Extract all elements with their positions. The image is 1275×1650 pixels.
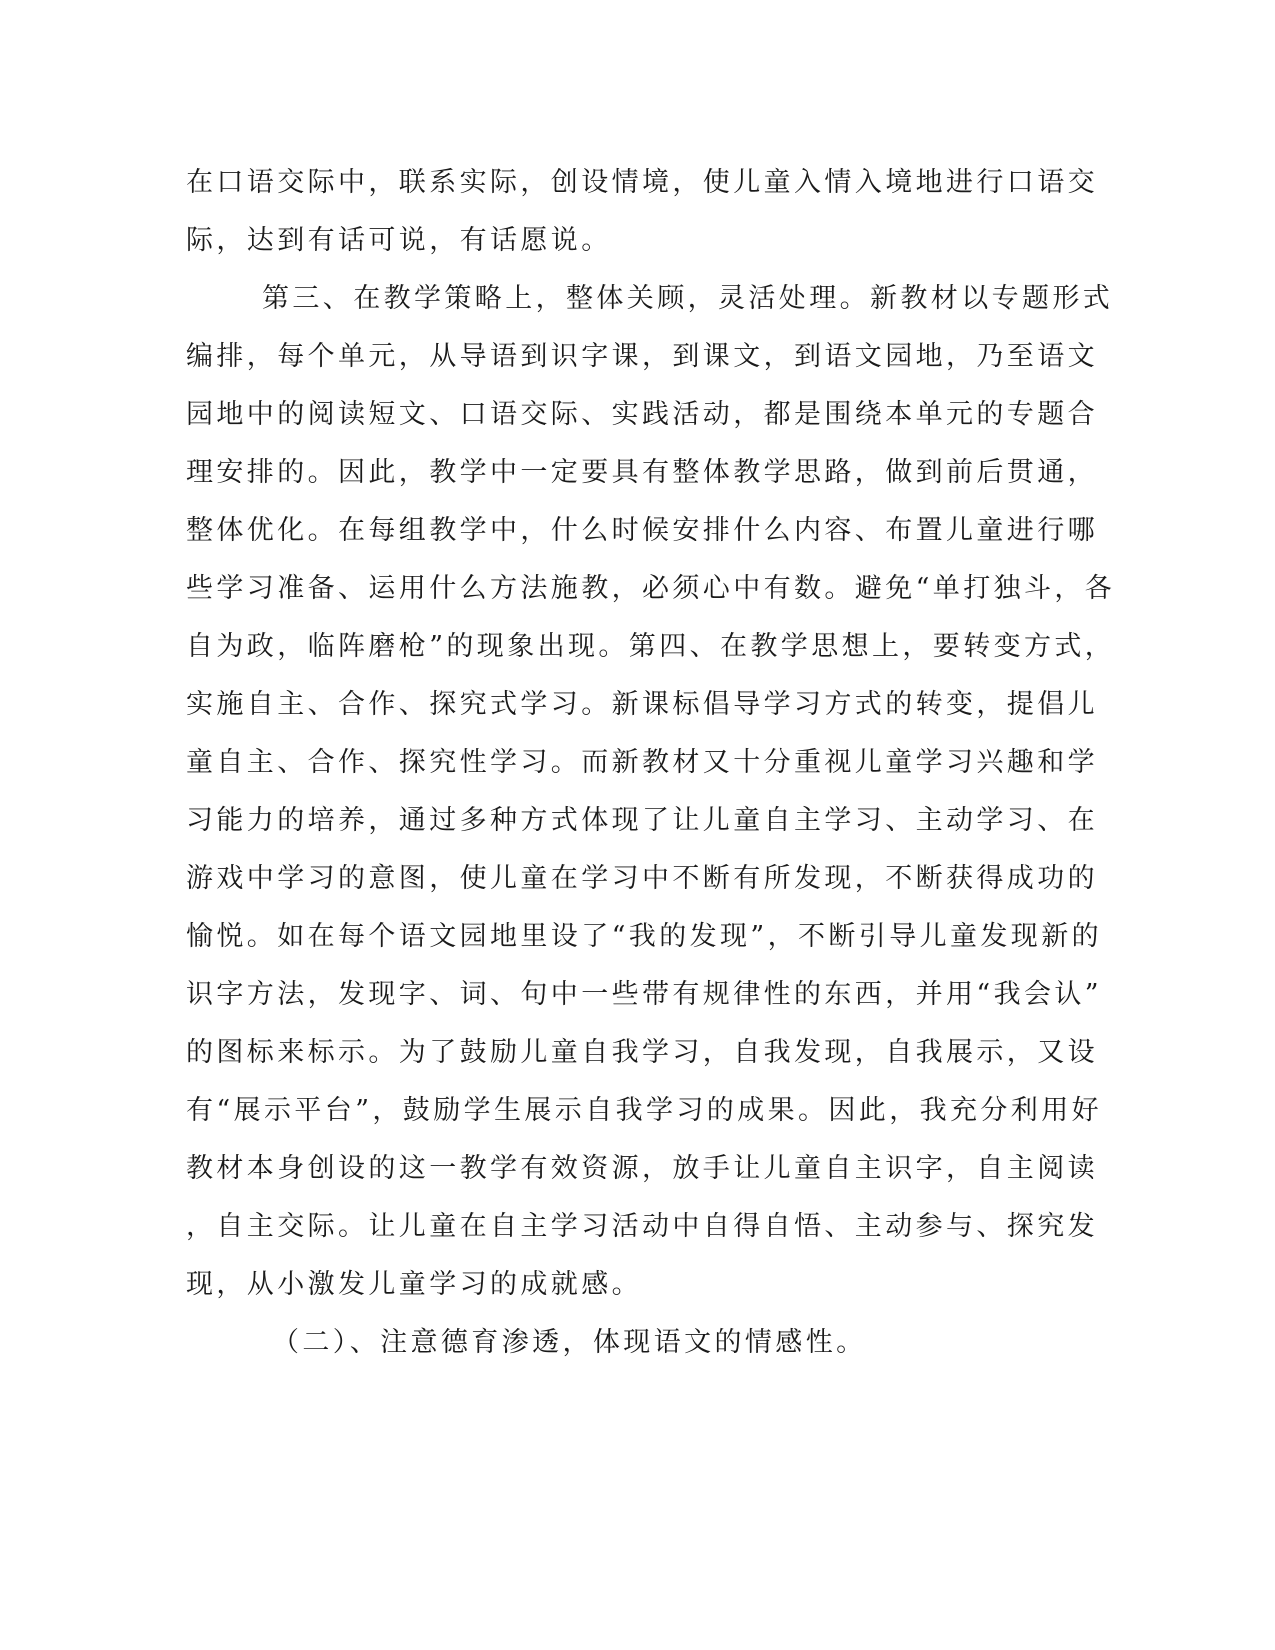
text-line: 习能力的培养，通过多种方式体现了让儿童自主学习、主动学习、在 [186,805,1098,836]
text-line: 自为政，临阵磨枪”的现象出现。第四、在教学思想上，要转变方式， [186,631,1116,662]
text-line: 些学习准备、运用什么方法施教，必须心中有数。避免“单打独斗，各 [186,573,1116,604]
text-line: 理安排的。因此，教学中一定要具有整体教学思路，做到前后贯通， [186,457,1098,488]
text-line: 在口语交际中，联系实际，创设情境，使儿童入情入境地进行口语交 [186,167,1098,198]
paragraph-start-line: 第三、在教学策略上，整体关顾，灵活处理。新教材以专题形式 [262,283,1114,314]
text-line: 现，从小激发儿童学习的成就感。 [186,1269,642,1300]
text-line: 的图标来标示。为了鼓励儿童自我学习，自我发现，自我展示，又设 [186,1037,1098,1068]
text-line: 识字方法，发现字、词、句中一些带有规律性的东西，并用“我会认” [186,979,1103,1010]
text-line: 实施自主、合作、探究式学习。新课标倡导学习方式的转变，提倡儿 [186,689,1098,720]
text-line: 际，达到有话可说，有话愿说。 [186,225,612,256]
text-line: 愉悦。如在每个语文园地里设了“我的发现”，不断引导儿童发现新的 [186,921,1103,952]
text-line: 园地中的阅读短文、口语交际、实践活动，都是围绕本单元的专题合 [186,399,1098,430]
section-heading: （二）、注意德育渗透，体现语文的情感性。 [272,1327,867,1358]
text-line: 整体优化。在每组教学中，什么时候安排什么内容、布置儿童进行哪 [186,515,1098,546]
text-line: 编排，每个单元，从导语到识字课，到课文，到语文园地，乃至语文 [186,341,1098,372]
text-line: ，自主交际。让儿童在自主学习活动中自得自悟、主动参与、探究发 [186,1211,1098,1242]
text-line: 游戏中学习的意图，使儿童在学习中不断有所发现，不断获得成功的 [186,863,1098,894]
text-line: 教材本身创设的这一教学有效资源，放手让儿童自主识字，自主阅读 [186,1153,1098,1184]
text-line: 童自主、合作、探究性学习。而新教材又十分重视儿童学习兴趣和学 [186,747,1098,778]
text-line: 有“展示平台”，鼓励学生展示自我学习的成果。因此，我充分利用好 [186,1095,1103,1126]
